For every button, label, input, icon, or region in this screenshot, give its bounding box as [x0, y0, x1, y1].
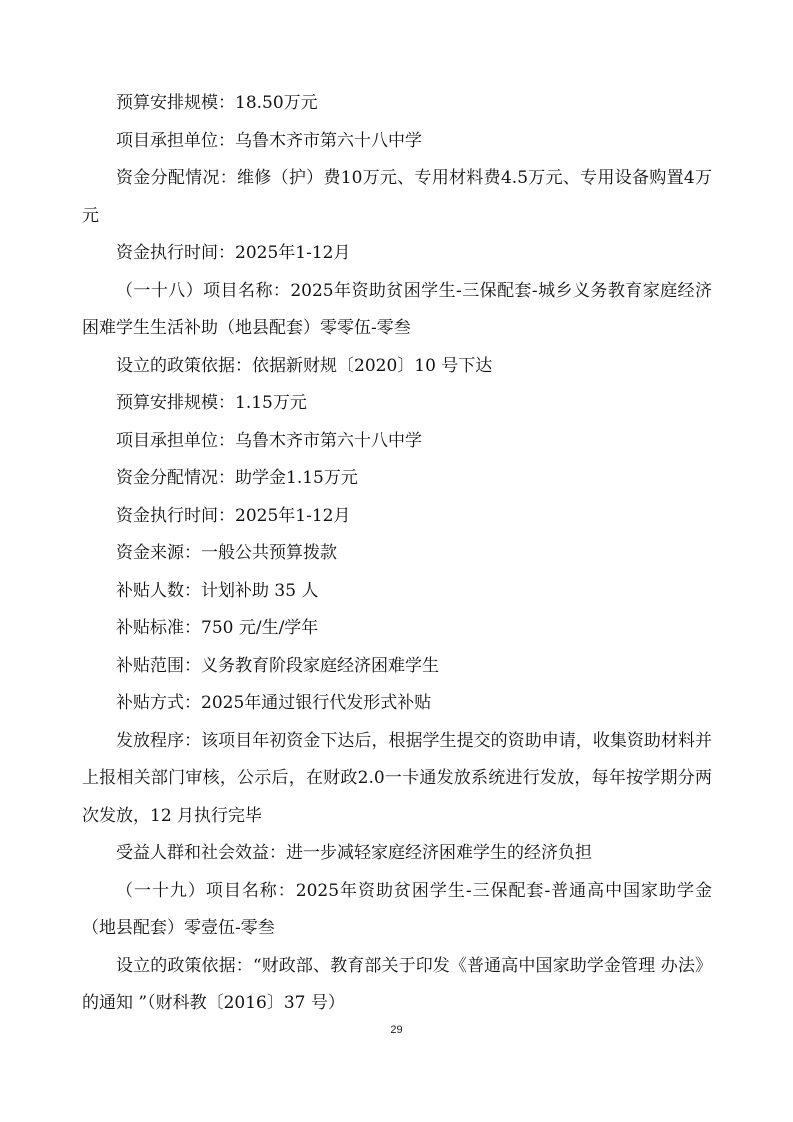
- paragraph-budget-scale-18: 预算安排规模：1.15万元: [116, 393, 307, 413]
- paragraph-fund-allocation-1: 资金分配情况：维修（护）费10万元、专用材料费4.5万元、专用设备购置4万元: [82, 168, 712, 226]
- paragraph-subsidy-standard-18: 补贴标准：750 元/生/学年: [116, 618, 319, 638]
- paragraph-budget-scale-1: 预算安排规模：18.50万元: [116, 93, 318, 113]
- paragraph-project-title-19: （一十九）项目名称：2025年资助贫困学生-三保配套-普通高中国家助学金（地县配套）零壹伍-零叁: [82, 880, 712, 938]
- paragraph-policy-basis-19: 设立的政策依据：“财政部、教育部关于印发《普通高中国家助学金管理 办法》的通知 ”（财科教〔2016〕37 号）: [82, 955, 712, 1013]
- paragraph-policy-basis-18: 设立的政策依据：依据新财规〔2020〕10 号下达: [116, 355, 493, 376]
- paragraph-undertaking-unit-18: 项目承担单位：乌鲁木齐市第六十八中学: [116, 430, 422, 451]
- page-number: 29: [390, 1024, 403, 1036]
- paragraph-execution-time-1: 资金执行时间：2025年1-12月: [116, 243, 351, 263]
- paragraph-undertaking-unit-1: 项目承担单位：乌鲁木齐市第六十八中学: [116, 130, 422, 151]
- paragraph-distribution-procedure-18: 发放程序：该项目年初资金下达后，根据学生提交的资助申请，收集资助材料并上报相关部门审核，公示后，在财政2.0一卡通发放系统进行发放，每年按学期分两次发放，12 月执行完毕: [82, 730, 712, 826]
- paragraph-fund-allocation-18: 资金分配情况：助学金1.15万元: [116, 468, 358, 488]
- paragraph-subsidy-method-18: 补贴方式：2025年通过银行代发形式补贴: [116, 693, 432, 713]
- paragraph-fund-source-18: 资金来源：一般公共预算拨款: [116, 543, 337, 563]
- paragraph-subsidy-count-18: 补贴人数：计划补助 35 人: [116, 580, 319, 601]
- paragraph-beneficiaries-18: 受益人群和社会效益：进一步减轻家庭经济困难学生的经济负担: [116, 843, 592, 863]
- paragraph-project-title-18: （一十八）项目名称：2025年资助贫困学生-三保配套-城乡义务教育家庭经济困难学生生活补助（地县配套）零零伍-零叁: [82, 280, 712, 338]
- paragraph-execution-time-18: 资金执行时间：2025年1-12月: [116, 505, 351, 526]
- paragraph-subsidy-scope-18: 补贴范围：义务教育阶段家庭经济困难学生: [116, 655, 439, 676]
- page-body: [82, 85, 712, 1023]
